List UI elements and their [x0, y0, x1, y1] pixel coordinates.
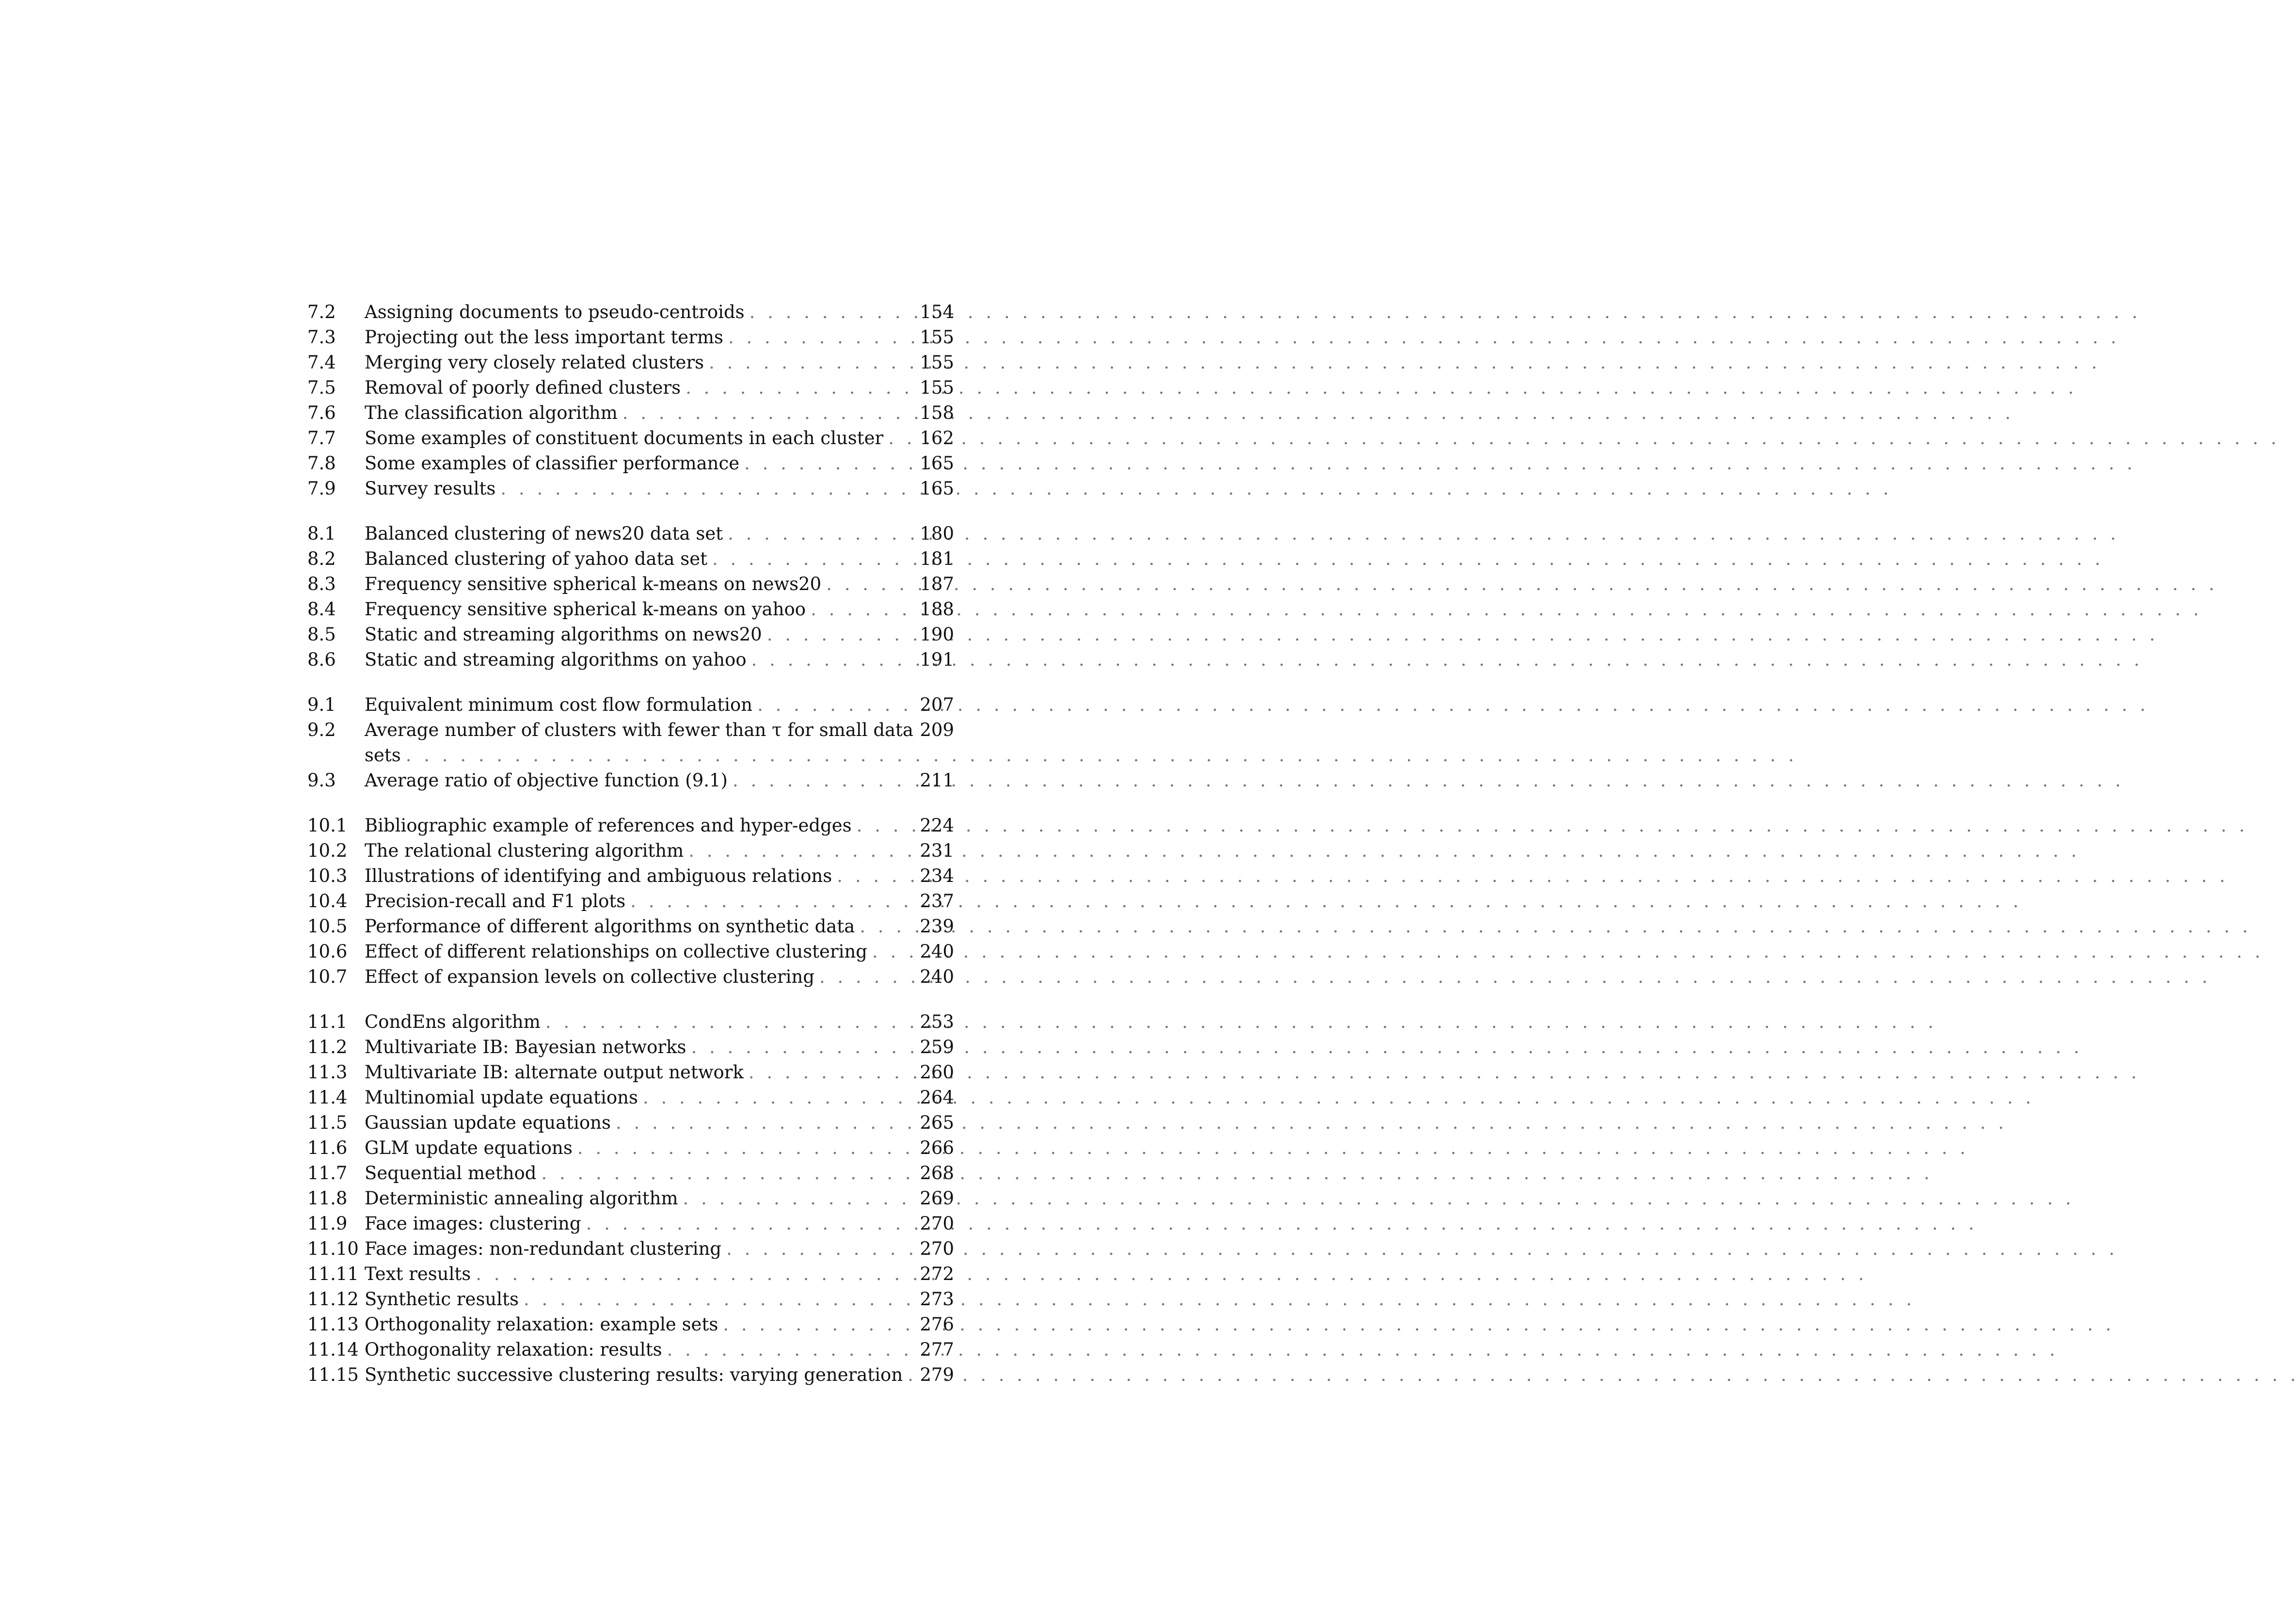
figure-title-line — [365, 325, 906, 350]
figure-title-line — [365, 1085, 906, 1110]
figure-title-first-line: Average number of clusters with fewer than τ for small data — [365, 720, 913, 740]
figure-entry[interactable] — [307, 1362, 954, 1388]
figure-entry[interactable] — [307, 813, 954, 838]
figure-number: 11.3 — [307, 1062, 348, 1083]
figure-title: Multinomial update equations — [365, 1087, 638, 1108]
figure-group — [307, 300, 954, 501]
figure-entry-body — [365, 325, 906, 350]
figure-title-line — [365, 768, 906, 793]
figure-entry[interactable] — [307, 1337, 954, 1362]
figure-title-line — [365, 864, 906, 889]
figure-entry-body — [365, 718, 913, 768]
figure-entry-body — [365, 1110, 906, 1136]
dot-leader — [536, 1161, 906, 1186]
figure-title: Balanced clustering of news20 data set — [365, 523, 723, 544]
figure-entry-body — [365, 476, 906, 501]
figure-entry[interactable] — [307, 1060, 954, 1085]
page-number: 234 — [920, 865, 954, 886]
dot-leader — [401, 743, 906, 768]
dot-leader — [814, 964, 906, 990]
dot-leader — [747, 647, 906, 672]
figure-title-line — [365, 1161, 906, 1186]
figure-title-line — [365, 838, 906, 864]
page-number: 211 — [920, 770, 954, 791]
figure-group — [307, 813, 954, 990]
figure-title-line — [365, 743, 906, 768]
page-number: 155 — [920, 327, 954, 348]
page-number: 187 — [920, 574, 954, 594]
page-number: 260 — [920, 1062, 954, 1083]
figure-number: 7.8 — [307, 453, 336, 474]
figure-entry-body — [365, 572, 906, 597]
page-number: 265 — [920, 1112, 954, 1133]
figure-entry[interactable] — [307, 1009, 954, 1035]
figure-entry-body — [365, 1009, 906, 1035]
page-number: 224 — [920, 815, 954, 836]
figure-entry-body — [365, 451, 906, 476]
figure-entry[interactable] — [307, 451, 954, 476]
page-number: 270 — [920, 1213, 954, 1234]
figure-number: 7.5 — [307, 377, 336, 398]
figure-title: Bibliographic example of references and hyper-edges — [365, 815, 852, 836]
dot-leader — [618, 400, 906, 426]
dot-leader — [852, 813, 906, 838]
figure-entry[interactable] — [307, 622, 954, 647]
figure-title-line — [365, 1136, 906, 1161]
dot-leader — [581, 1211, 906, 1236]
page-number: 154 — [920, 302, 954, 322]
dot-leader — [728, 768, 906, 793]
figure-entry[interactable] — [307, 1236, 954, 1262]
figure-title-line — [365, 1110, 906, 1136]
figure-title: Survey results — [365, 478, 496, 499]
figure-title: Some examples of classifier performance — [365, 453, 740, 474]
figure-title: Text results — [365, 1264, 471, 1284]
figure-entry[interactable] — [307, 476, 954, 501]
figure-number: 10.5 — [307, 916, 348, 937]
figure-number: 8.2 — [307, 548, 336, 569]
page-number: 162 — [920, 428, 954, 448]
figure-title-line — [365, 1362, 906, 1388]
figure-entry-body — [365, 1236, 906, 1262]
figure-entry[interactable] — [307, 1312, 954, 1337]
figure-title: Orthogonality relaxation: results — [365, 1339, 662, 1360]
page-number: 190 — [920, 624, 954, 645]
figure-number: 11.4 — [307, 1087, 348, 1108]
figure-entry-body — [365, 1287, 906, 1312]
figure-number: 8.4 — [307, 599, 336, 620]
dot-leader — [495, 476, 906, 501]
figure-group — [307, 521, 954, 672]
figure-entry[interactable] — [307, 1136, 954, 1161]
dot-leader — [744, 1060, 906, 1085]
figure-entry[interactable] — [307, 325, 954, 350]
figure-entry-body — [365, 1312, 906, 1337]
dot-leader — [684, 838, 906, 864]
figure-number: 11.7 — [307, 1163, 348, 1184]
figure-title-line — [365, 889, 906, 914]
dot-leader — [855, 914, 906, 939]
page-number: 264 — [920, 1087, 954, 1108]
page-number: 155 — [920, 352, 954, 373]
figure-entry[interactable] — [307, 1211, 954, 1236]
figure-entry[interactable] — [307, 647, 954, 672]
figure-number: 7.9 — [307, 478, 336, 499]
page-number: 272 — [920, 1264, 954, 1284]
figure-entry-body — [365, 1211, 906, 1236]
page-number: 158 — [920, 402, 954, 423]
figure-entry-body — [365, 838, 906, 864]
figure-title-line — [365, 1211, 906, 1236]
figure-title: Precision-recall and F1 plots — [365, 891, 626, 912]
figure-number: 11.2 — [307, 1037, 348, 1057]
figure-entry[interactable] — [307, 914, 954, 939]
figure-entry[interactable] — [307, 768, 954, 793]
figure-entry-body — [365, 914, 906, 939]
dot-leader — [573, 1136, 906, 1161]
figure-number: 8.6 — [307, 649, 336, 670]
figure-title-line — [365, 1060, 906, 1085]
figure-entry[interactable] — [307, 864, 954, 889]
figure-title: Effect of different relationships on collective clustering — [365, 941, 867, 962]
figure-entry-body — [365, 864, 906, 889]
figure-number: 11.9 — [307, 1213, 348, 1234]
dot-leader — [883, 426, 906, 451]
figure-title-line — [365, 597, 906, 622]
page-number: 240 — [920, 966, 954, 987]
page-number: 266 — [920, 1137, 954, 1158]
figure-title-line — [365, 451, 906, 476]
figure-title-line — [365, 647, 906, 672]
figure-entry-body — [365, 1136, 906, 1161]
page-number: 277 — [920, 1339, 954, 1360]
figure-entry[interactable] — [307, 889, 954, 914]
dot-leader — [821, 572, 906, 597]
dot-leader — [806, 597, 906, 622]
page-number: 181 — [920, 548, 954, 569]
figure-entry[interactable] — [307, 1085, 954, 1110]
dot-leader — [752, 692, 906, 718]
dot-leader — [638, 1085, 906, 1110]
figure-entry[interactable] — [307, 375, 954, 400]
figure-title: Static and streaming algorithms on yahoo — [365, 649, 747, 670]
figure-title: Orthogonality relaxation: example sets — [365, 1314, 718, 1335]
figure-number: 8.1 — [307, 523, 336, 544]
page-number: 276 — [920, 1314, 954, 1335]
figure-title: Face images: non-redundant clustering — [365, 1238, 722, 1259]
dot-leader — [739, 451, 906, 476]
figure-number: 9.2 — [307, 720, 336, 740]
page-number: 165 — [920, 453, 954, 474]
dot-leader — [678, 1186, 906, 1211]
figure-title-line — [365, 692, 906, 718]
figure-entry-body — [365, 964, 906, 990]
figure-title-line — [365, 1009, 906, 1035]
figure-group — [307, 692, 954, 793]
figure-entry-body — [365, 1337, 906, 1362]
figure-number: 11.11 — [307, 1264, 359, 1284]
figure-title: Effect of expansion levels on collective clustering — [365, 966, 814, 987]
figure-number: 11.13 — [307, 1314, 359, 1335]
dot-leader — [762, 622, 906, 647]
figure-title-line — [365, 813, 906, 838]
figure-entry-body — [365, 375, 906, 400]
figure-title-line — [365, 1262, 906, 1287]
dot-leader — [662, 1337, 906, 1362]
figure-title: Frequency sensitive spherical k-means on yahoo — [365, 599, 806, 620]
page-number: 259 — [920, 1037, 954, 1057]
page-number: 207 — [920, 694, 954, 715]
figure-title-line — [365, 622, 906, 647]
figure-title: Static and streaming algorithms on news20 — [365, 624, 762, 645]
figure-entry[interactable] — [307, 1262, 954, 1287]
figure-number: 8.5 — [307, 624, 336, 645]
figure-entry[interactable] — [307, 350, 954, 375]
figure-entry-body — [365, 1085, 906, 1110]
dot-leader — [721, 1236, 906, 1262]
figure-title: Multivariate IB: Bayesian networks — [365, 1037, 686, 1057]
figure-number: 11.10 — [307, 1238, 359, 1259]
figure-entry[interactable] — [307, 939, 954, 964]
figure-title: Face images: clustering — [365, 1213, 581, 1234]
figure-title: Illustrations of identifying and ambiguous relations — [365, 865, 832, 886]
figure-title-line — [365, 572, 906, 597]
figure-entry[interactable] — [307, 521, 954, 546]
page-number: 240 — [920, 941, 954, 962]
figure-title: Some examples of constituent documents in each cluster — [365, 428, 884, 448]
figure-title: Removal of poorly defined clusters — [365, 377, 681, 398]
figure-entry[interactable] — [307, 838, 954, 864]
page-number: 209 — [920, 720, 954, 740]
figure-entry[interactable] — [307, 1186, 954, 1211]
figure-number: 10.7 — [307, 966, 348, 987]
figure-entry-body — [365, 889, 906, 914]
dot-leader — [625, 889, 906, 914]
page-number: 268 — [920, 1163, 954, 1184]
dot-leader — [718, 1312, 906, 1337]
figure-title-line — [365, 1186, 906, 1211]
figure-title-line — [365, 964, 906, 990]
figure-title: Average ratio of objective function (9.1) — [365, 770, 728, 791]
figure-title-line — [365, 1287, 906, 1312]
figure-entry-body — [365, 1161, 906, 1186]
figure-entry[interactable] — [307, 400, 954, 426]
figure-entry-body — [365, 647, 906, 672]
dot-leader — [541, 1009, 906, 1035]
figure-title: Equivalent minimum cost flow formulation — [365, 694, 753, 715]
figure-title-line — [365, 1337, 906, 1362]
figure-number: 11.15 — [307, 1364, 359, 1385]
figure-number: 10.4 — [307, 891, 348, 912]
figure-number: 7.4 — [307, 352, 336, 373]
figure-entry-body — [365, 426, 906, 451]
figure-entry[interactable] — [307, 1161, 954, 1186]
figure-number: 10.3 — [307, 865, 348, 886]
figure-title-line — [365, 546, 906, 572]
figure-number: 11.14 — [307, 1339, 359, 1360]
dot-leader — [681, 375, 906, 400]
figure-entry[interactable] — [307, 1287, 954, 1312]
figure-entry[interactable] — [307, 1035, 954, 1060]
figure-entry[interactable] — [307, 1110, 954, 1136]
figure-title: Assigning documents to pseudo-centroids — [365, 302, 745, 322]
figure-entry-body — [365, 622, 906, 647]
figure-title-line — [365, 300, 906, 325]
figure-group — [307, 1009, 954, 1388]
page-number: 188 — [920, 599, 954, 620]
figure-title-line — [365, 375, 906, 400]
figure-title: GLM update equations — [365, 1137, 573, 1158]
figure-title: Sequential method — [365, 1163, 537, 1184]
dot-leader — [471, 1262, 906, 1287]
page-number: 239 — [920, 916, 954, 937]
figure-number: 7.3 — [307, 327, 336, 348]
figure-entry[interactable] — [307, 597, 954, 622]
figure-number: 11.8 — [307, 1188, 348, 1209]
figure-title: Projecting out the less important terms — [365, 327, 723, 348]
figure-title-line — [365, 939, 906, 964]
figure-title: Frequency sensitive spherical k-means on news20 — [365, 574, 822, 594]
figure-entry-body — [365, 521, 906, 546]
figure-number: 10.1 — [307, 815, 348, 836]
page-number: 191 — [920, 649, 954, 670]
page-number: 269 — [920, 1188, 954, 1209]
figure-title: Balanced clustering of yahoo data set — [365, 548, 707, 569]
figure-number: 7.6 — [307, 402, 336, 423]
dot-leader — [704, 350, 906, 375]
figure-number: 10.2 — [307, 840, 348, 861]
figure-number: 9.1 — [307, 694, 336, 715]
figure-title: Merging very closely related clusters — [365, 352, 704, 373]
figure-entry-body — [365, 939, 906, 964]
dot-leader — [723, 521, 906, 546]
figure-title: Gaussian update equations — [365, 1112, 611, 1133]
page-number: 180 — [920, 523, 954, 544]
figure-entry-body — [365, 1035, 906, 1060]
page-number: 270 — [920, 1238, 954, 1259]
figure-number: 7.2 — [307, 302, 336, 322]
dot-leader — [611, 1110, 906, 1136]
page-number: 237 — [920, 891, 954, 912]
figure-entry[interactable] — [307, 692, 954, 718]
figure-entry-body — [365, 400, 906, 426]
figure-number: 7.7 — [307, 428, 336, 448]
figure-entry-body — [365, 597, 906, 622]
page-number: 273 — [920, 1289, 954, 1310]
figure-entry-body — [365, 546, 906, 572]
figure-title-line — [365, 400, 906, 426]
figure-number: 11.5 — [307, 1112, 348, 1133]
page-number: 253 — [920, 1011, 954, 1032]
figure-title: The relational clustering algorithm — [365, 840, 684, 861]
figure-title: Multivariate IB: alternate output network — [365, 1062, 744, 1083]
page-number: 155 — [920, 377, 954, 398]
figure-title: Synthetic results — [365, 1289, 519, 1310]
figure-number: 11.12 — [307, 1289, 359, 1310]
figure-number: 9.3 — [307, 770, 336, 791]
figure-entry-body — [365, 300, 906, 325]
figure-entry[interactable] — [307, 572, 954, 597]
figure-title-line — [365, 1312, 906, 1337]
figure-number: 11.6 — [307, 1137, 348, 1158]
figure-title-line — [365, 476, 906, 501]
dot-leader — [745, 300, 906, 325]
list-of-figures — [307, 300, 954, 1388]
figure-title-line — [365, 914, 906, 939]
figure-title-line — [365, 350, 906, 375]
page-number: 279 — [920, 1364, 954, 1385]
figure-entry-body — [365, 1362, 906, 1388]
figure-entry-body — [365, 768, 906, 793]
figure-entry-body — [365, 1186, 906, 1211]
figure-title: sets — [365, 745, 401, 766]
figure-entry[interactable] — [307, 300, 954, 325]
figure-title: Synthetic successive clustering results: varying generation — [365, 1364, 903, 1385]
dot-leader — [867, 939, 906, 964]
figure-entry-body — [365, 1262, 906, 1287]
page-number: 231 — [920, 840, 954, 861]
figure-entry[interactable] — [307, 546, 954, 572]
dot-leader — [723, 325, 906, 350]
figure-entry[interactable] — [307, 718, 954, 768]
figure-number: 8.3 — [307, 574, 336, 594]
dot-leader — [707, 546, 906, 572]
figure-title: CondEns algorithm — [365, 1011, 541, 1032]
page-number: 165 — [920, 478, 954, 499]
figure-number: 10.6 — [307, 941, 348, 962]
figure-title: Deterministic annealing algorithm — [365, 1188, 678, 1209]
figure-title-line — [365, 1035, 906, 1060]
figure-number: 11.1 — [307, 1011, 348, 1032]
figure-title-line — [365, 426, 906, 451]
figure-title: Performance of different algorithms on synthetic data — [365, 916, 855, 937]
dot-leader — [686, 1035, 906, 1060]
figure-entry-body — [365, 1060, 906, 1085]
dot-leader — [519, 1287, 906, 1312]
figure-entry-body — [365, 350, 906, 375]
figure-entry[interactable] — [307, 426, 954, 451]
figure-title-line — [365, 1236, 906, 1262]
figure-entry-body — [365, 813, 906, 838]
figure-entry[interactable] — [307, 964, 954, 990]
dot-leader — [832, 864, 906, 889]
figure-title: The classification algorithm — [365, 402, 618, 423]
figure-entry-body — [365, 692, 906, 718]
figure-title-line — [365, 521, 906, 546]
